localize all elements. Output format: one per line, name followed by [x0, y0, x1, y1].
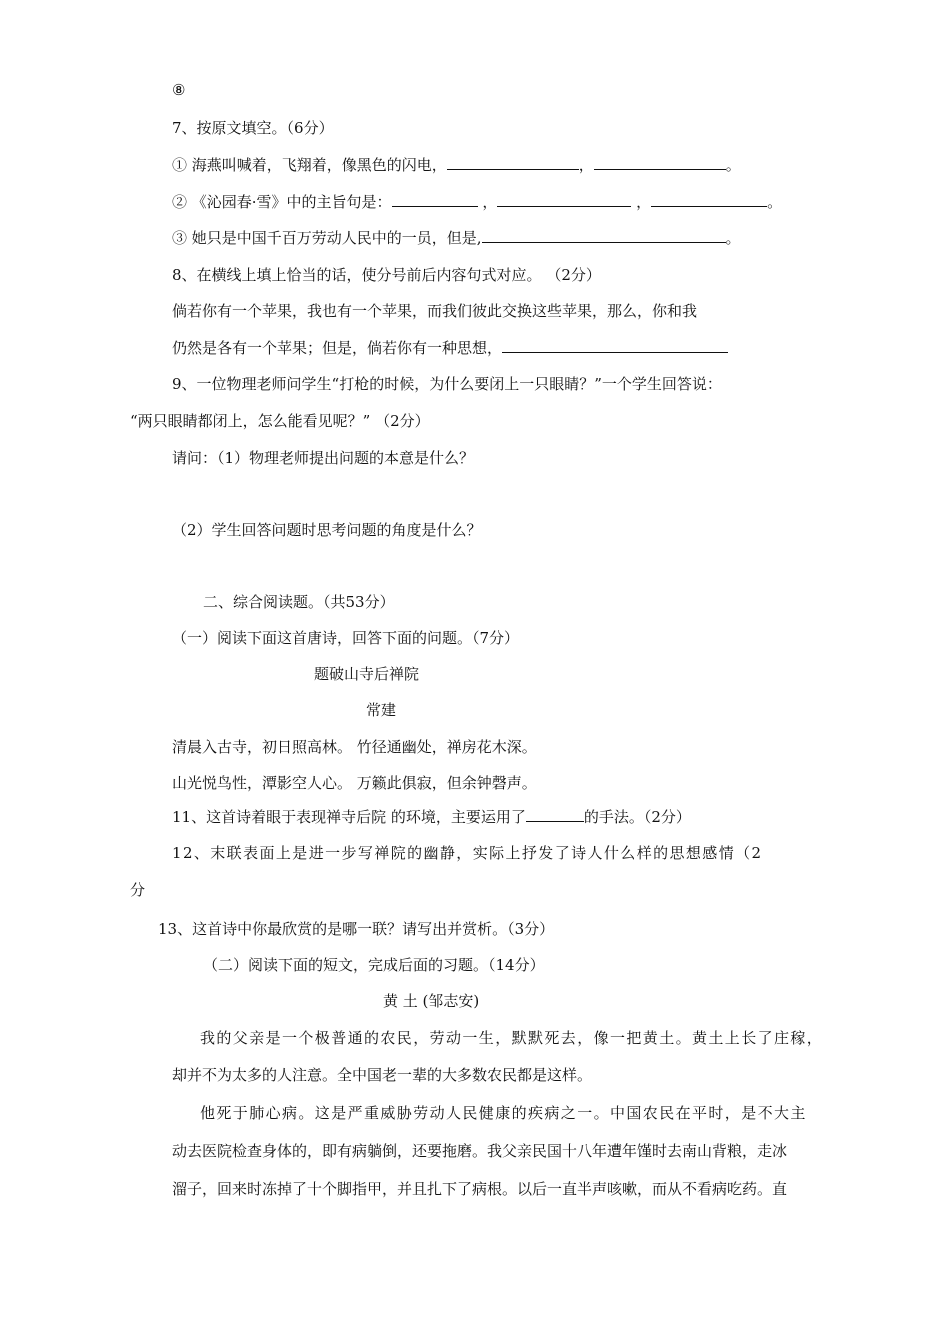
q7-item-1-sep: ， [578, 156, 594, 174]
answer-blank[interactable] [526, 807, 584, 822]
essay-para-1-line-1: 我的父亲是一个极普通的农民，劳动一生，默默死去，像一把黄土。黄土上长了庄稼， [200, 1029, 824, 1047]
q7-item-2-text: ② 《沁园春·雪》中的主旨句是： [172, 193, 392, 211]
part-2-heading: （二）阅读下面的短文，完成后面的习题。（14分） [203, 956, 545, 974]
question-12-line-1: 12、末联表面上是进一步写禅院的幽静，实际上抒发了诗人什么样的思想感情（2 [172, 844, 763, 862]
question-8-heading: 8、在横线上填上恰当的话，使分号前后内容句式对应。 （2分） [172, 266, 601, 284]
poem-line-1: 清晨入古寺，初日照高林。 竹径通幽处，禅房花木深。 [172, 738, 537, 756]
question-13: 13、这首诗中你最欣赏的是哪一联？请写出并赏析。（3分） [158, 920, 555, 938]
essay-para-2-line-3: 溜子，回来时冻掉了十个脚指甲，并且扎下了病根。以后一直半声咳嗽，而从不看病吃药。直 [172, 1180, 788, 1198]
question-9-line-1: 9、一位物理老师问学生“打枪的时候，为什么要闭上一只眼睛？”一个学生回答说： [172, 375, 722, 393]
poem-author: 常建 [366, 701, 397, 719]
q7-item-1-text: ① 海燕叫喊着，飞翔着，像黑色的闪电， [172, 156, 447, 174]
q7-item-1 [172, 155, 741, 175]
poem-title: 题破山寺后禅院 [314, 665, 420, 683]
q7-item-2-sep1: ， [482, 193, 498, 211]
section-2-heading: 二、综合阅读题。（共53分） [203, 593, 395, 611]
q7-item-3-text: ③ 她只是中国千百万劳动人民中的一员，但是, [172, 229, 482, 247]
q7-item-2-end: 。 [767, 193, 783, 211]
answer-blank[interactable] [482, 228, 726, 243]
answer-blank[interactable] [594, 155, 726, 170]
q9-subquestion-1: 请问：（1）物理老师提出问题的本意是什么？ [172, 449, 475, 467]
q7-item-3-end: 。 [725, 229, 741, 247]
answer-blank[interactable] [392, 192, 478, 207]
q7-item-2 [172, 192, 782, 212]
q9-subquestion-2: （2）学生回答问题时思考问题的角度是什么？ [172, 521, 482, 539]
item-8-marker: ⑧ [172, 81, 186, 99]
essay-para-2-line-2: 动去医院检查身体的，即有病躺倒，还要拖磨。我父亲民国十八年遭年馑时去南山背粮，走冰 [172, 1142, 788, 1160]
question-11-end: 的手法。（2分） [583, 808, 691, 826]
q7-item-3 [172, 228, 741, 248]
question-12-line-2: 分 [130, 881, 146, 899]
question-9-line-2: “两只眼睛都闭上，怎么能看见呢？” （2分） [130, 412, 430, 430]
q8-text-line-2-text: 仍然是各有一个苹果；但是，倘若你有一种思想， [172, 339, 503, 357]
answer-blank[interactable] [502, 338, 728, 353]
q7-item-2-sep2: ， [636, 193, 652, 211]
part-1-heading: （一）阅读下面这首唐诗，回答下面的问题。（7分） [172, 629, 520, 647]
question-11-text: 11、这首诗着眼于表现禅寺后院 的环境，主要运用了 [172, 808, 526, 826]
essay-para-1-line-2: 却并不为太多的人注意。全中国老一辈的大多数农民都是这样。 [172, 1066, 593, 1084]
poem-line-2: 山光悦鸟性，潭影空人心。 万籁此俱寂，但余钟磬声。 [172, 774, 537, 792]
question-7-heading: 7、按原文填空。（6分） [172, 119, 334, 137]
essay-title: 黄 土 (邹志安) [383, 992, 480, 1010]
question-11 [172, 807, 691, 827]
answer-blank[interactable] [447, 155, 579, 170]
answer-blank[interactable] [651, 192, 767, 207]
q8-text-line-2 [172, 338, 728, 358]
essay-para-2-line-1: 他死于肺心病。这是严重威胁劳动人民健康的疾病之一。中国农民在平时，是不大主 [200, 1104, 807, 1122]
q8-text-line-1: 倘若你有一个苹果，我也有一个苹果，而我们彼此交换这些苹果，那么，你和我 [172, 302, 698, 320]
q7-item-1-end: 。 [725, 156, 741, 174]
answer-blank[interactable] [497, 192, 631, 207]
